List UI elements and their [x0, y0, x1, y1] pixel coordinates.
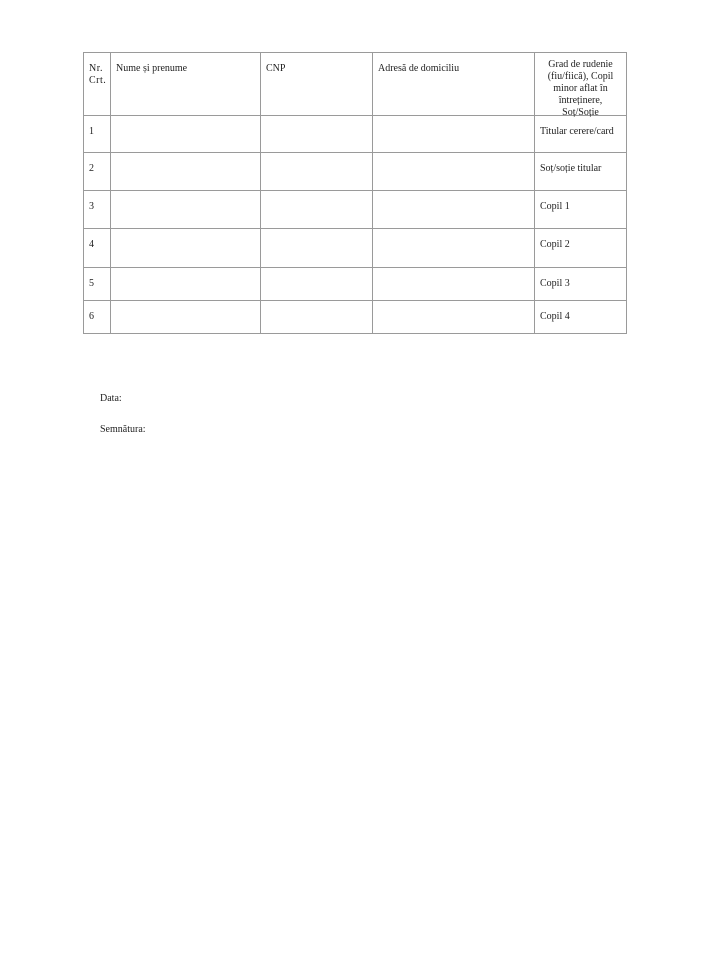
adresa-cell[interactable]: [373, 301, 535, 334]
header-nr-crt: Nr. Crt.: [84, 53, 111, 116]
adresa-cell[interactable]: [373, 191, 535, 229]
cnp-cell[interactable]: [261, 191, 373, 229]
row-number: 4: [84, 229, 111, 268]
header-grad-rudenie-text: Grad de rudenie (fiu/fiică), Copil minor aflat în întreținere, Soț/Soție: [547, 59, 614, 118]
table-row: [84, 229, 627, 268]
cnp-cell[interactable]: [261, 116, 373, 153]
table-row: [84, 268, 627, 301]
adresa-cell[interactable]: [373, 153, 535, 191]
table-row: [84, 301, 627, 334]
nume-cell[interactable]: [111, 116, 261, 153]
cnp-cell[interactable]: [261, 229, 373, 268]
cnp-cell[interactable]: [261, 153, 373, 191]
cnp-cell[interactable]: [261, 268, 373, 301]
nume-cell[interactable]: [111, 153, 261, 191]
nume-cell[interactable]: [111, 191, 261, 229]
adresa-cell[interactable]: [373, 229, 535, 268]
grad-cell: Copil 3: [535, 268, 627, 301]
header-cnp: CNP: [261, 53, 373, 116]
table-row: [84, 116, 627, 153]
row-number: 1: [84, 116, 111, 153]
semnatura-label: Semnătura:: [100, 424, 146, 435]
row-number: 3: [84, 191, 111, 229]
table-row: [84, 153, 627, 191]
nume-cell[interactable]: [111, 268, 261, 301]
table-row: [84, 191, 627, 229]
nume-cell[interactable]: [111, 229, 261, 268]
grad-cell: Copil 4: [535, 301, 627, 334]
header-adresa-domiciliu: Adresă de domiciliu: [373, 53, 535, 116]
header-nume-prenume: Nume și prenume: [111, 53, 261, 116]
header-grad-rudenie: [535, 53, 627, 116]
row-number: 2: [84, 153, 111, 191]
family-members-table: [83, 52, 627, 334]
grad-cell: Copil 1: [535, 191, 627, 229]
data-label: Data:: [100, 393, 122, 404]
grad-cell: Soț/soție titular: [535, 153, 627, 191]
adresa-cell[interactable]: [373, 116, 535, 153]
nume-cell[interactable]: [111, 301, 261, 334]
grad-cell: Titular cerere/card: [535, 116, 627, 153]
cnp-cell[interactable]: [261, 301, 373, 334]
row-number: 5: [84, 268, 111, 301]
row-number: 6: [84, 301, 111, 334]
adresa-cell[interactable]: [373, 268, 535, 301]
grad-cell: Copil 2: [535, 229, 627, 268]
table-header-row: [84, 53, 627, 116]
